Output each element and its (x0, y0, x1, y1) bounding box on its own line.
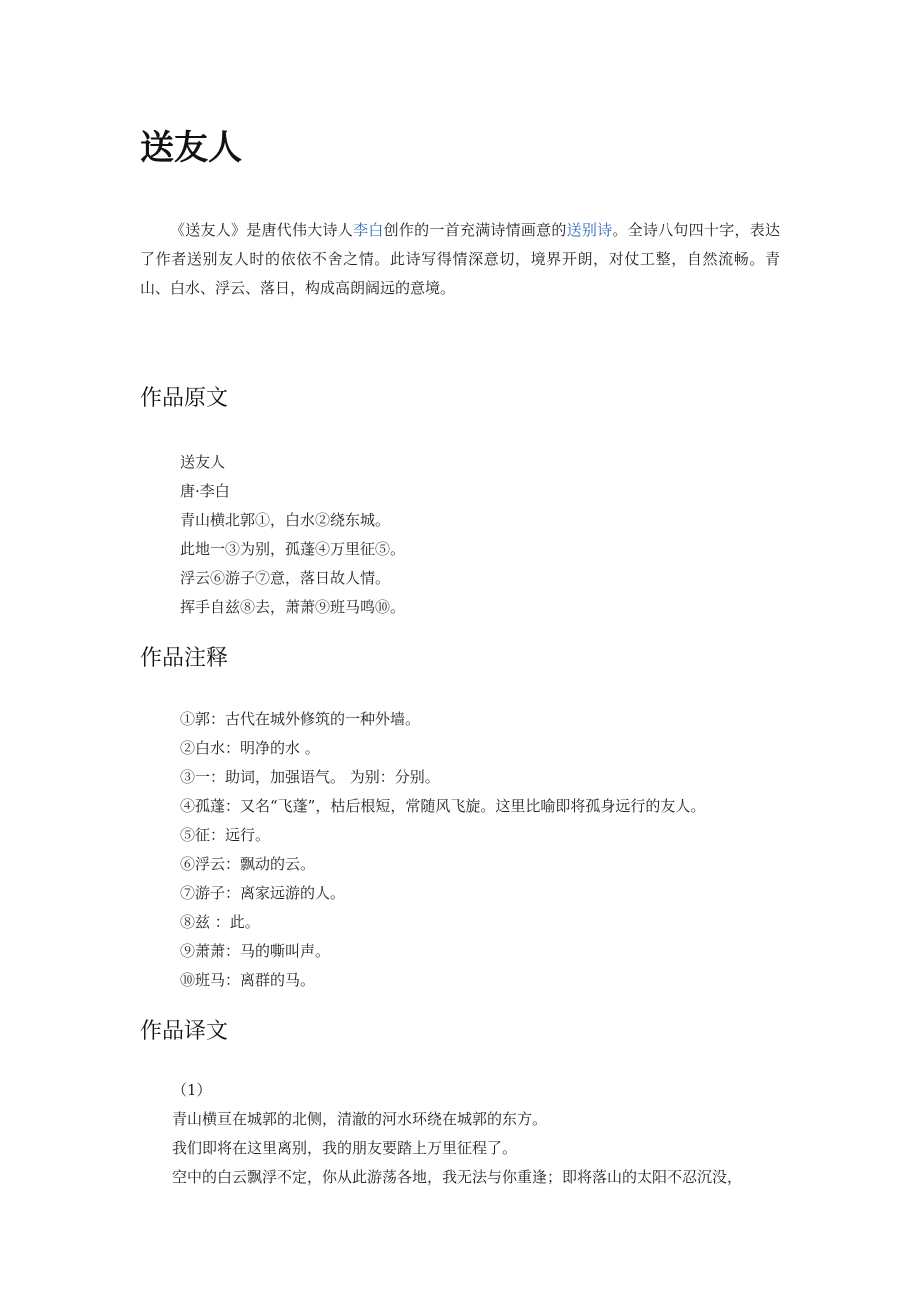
translation-line: （1） (172, 1081, 212, 1099)
annotation-list (180, 705, 800, 995)
link-farewell-poem[interactable]: 送别诗 (566, 221, 613, 239)
poem-line: 唐·李白 (180, 482, 230, 500)
poem-line: 挥手自兹⑧去，萧萧⑨班马鸣⑩。 (180, 598, 406, 616)
annotation-item: ②白水：明净的水 。 (180, 739, 320, 757)
intro-text-3: 。全诗八句四十字，表达了作者送别友人时的依依不舍之情。此诗写得情深意切，境界开朗，对仗工整，自然流畅。青山、白水、浮云、落日，构成高朗阔远的意境。 (140, 221, 780, 297)
annotation-item: ⑤征：远行。 (180, 826, 271, 844)
original-poem (180, 448, 800, 622)
annotation-item: ⑦游子：离家远游的人。 (180, 884, 346, 902)
annotation-item: ④孤蓬：又名“飞蓬”，枯后根短，常随风飞旋。这里比喻即将孤身远行的友人。 (180, 797, 706, 815)
translation-line: 我们即将在这里离别，我的朋友要踏上万里征程了。 (172, 1139, 518, 1157)
page-title: 送友人 (140, 128, 242, 168)
intro-text-1: 《送友人》是唐代伟大诗人 (170, 221, 354, 239)
annotation-item: ③一：助词，加强语气。 为别：分别。 (180, 768, 440, 786)
poem-line: 送友人 (180, 453, 226, 471)
annotation-item: ⑨萧萧：马的嘶叫声。 (180, 942, 331, 960)
annotation-item: ⑥浮云：飘动的云。 (180, 855, 316, 873)
poem-line: 浮云⑥游子⑦意，落日故人情。 (180, 569, 391, 587)
heading-original-text: 作品原文 (140, 386, 229, 411)
poem-line: 青山横北郭①，白水②绕东城。 (180, 511, 391, 529)
translation-line: 青山横亘在城郭的北侧，清澈的河水环绕在城郭的东方。 (172, 1110, 548, 1128)
translation-line: 空中的白云飘浮不定，你从此游荡各地，我无法与你重逢；即将落山的太阳不忍沉没， (172, 1168, 743, 1186)
annotation-item: ⑩班马：离群的马。 (180, 971, 316, 989)
link-li-bai[interactable]: 李白 (353, 221, 384, 239)
translation-text (172, 1076, 812, 1192)
heading-annotations: 作品注释 (140, 646, 229, 671)
poem-line: 此地一③为别，孤蓬④万里征⑤。 (180, 540, 406, 558)
annotation-item: ⑧兹 ：此。 (180, 913, 260, 931)
annotation-item: ①郭：古代在城外修筑的一种外墙。 (180, 710, 421, 728)
intro-paragraph (140, 216, 780, 303)
heading-translation: 作品译文 (140, 1019, 229, 1044)
intro-text-2: 创作的一首充满诗情画意的 (383, 221, 567, 239)
